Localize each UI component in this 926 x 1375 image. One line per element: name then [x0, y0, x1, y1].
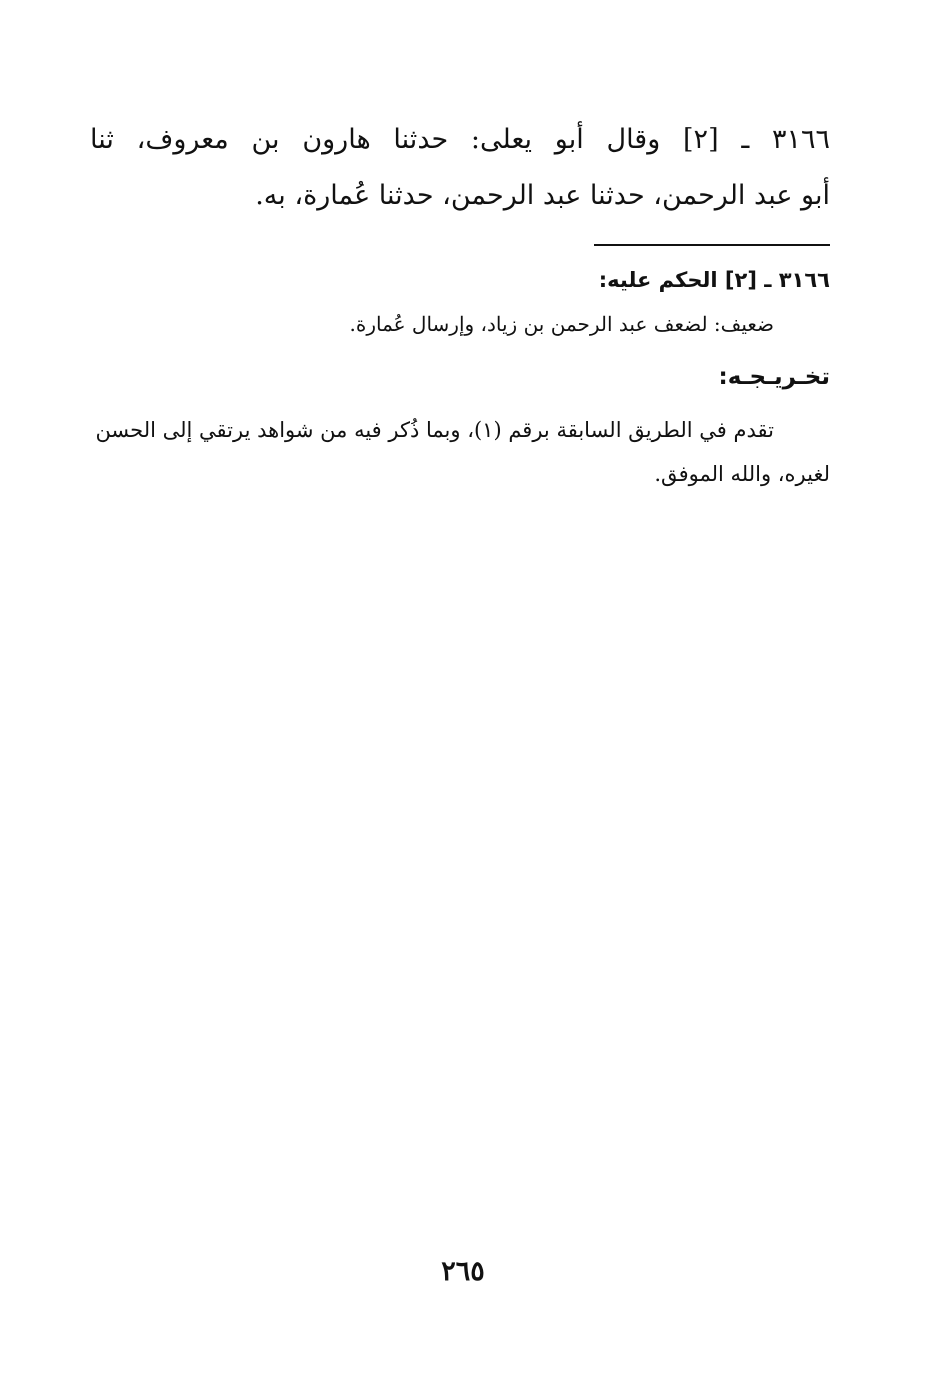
ruling-text: ضعيف: لضعف عبد الرحمن بن زياد، وإرسال عُمارة. — [349, 312, 774, 336]
takhrij-text — [95, 408, 830, 496]
ruling-heading: ٣١٦٦ ـ [٢] الحكم عليه: — [598, 268, 830, 292]
page-number: ٢٦٥ — [441, 1256, 485, 1287]
hadith-line-1: ٣١٦٦ ـ [٢] وقال أبو يعلى: حدثنا هارون بن معروف، ثنا — [90, 124, 831, 155]
hadith-line-2: أبو عبد الرحمن، حدثنا عبد الرحمن، حدثنا عُمارة، به. — [255, 180, 830, 211]
hadith-text — [90, 112, 830, 224]
takhrij-line-1: تقدم في الطريق السابقة برقم (١)، وبما ذُكر فيه من شواهد يرتقي إلى الحسن — [95, 418, 774, 442]
takhrij-line-2: لغيره، والله الموفق. — [654, 462, 830, 486]
takhrij-heading: تخـريـجـه: — [718, 364, 830, 390]
footnote-separator — [594, 244, 830, 246]
